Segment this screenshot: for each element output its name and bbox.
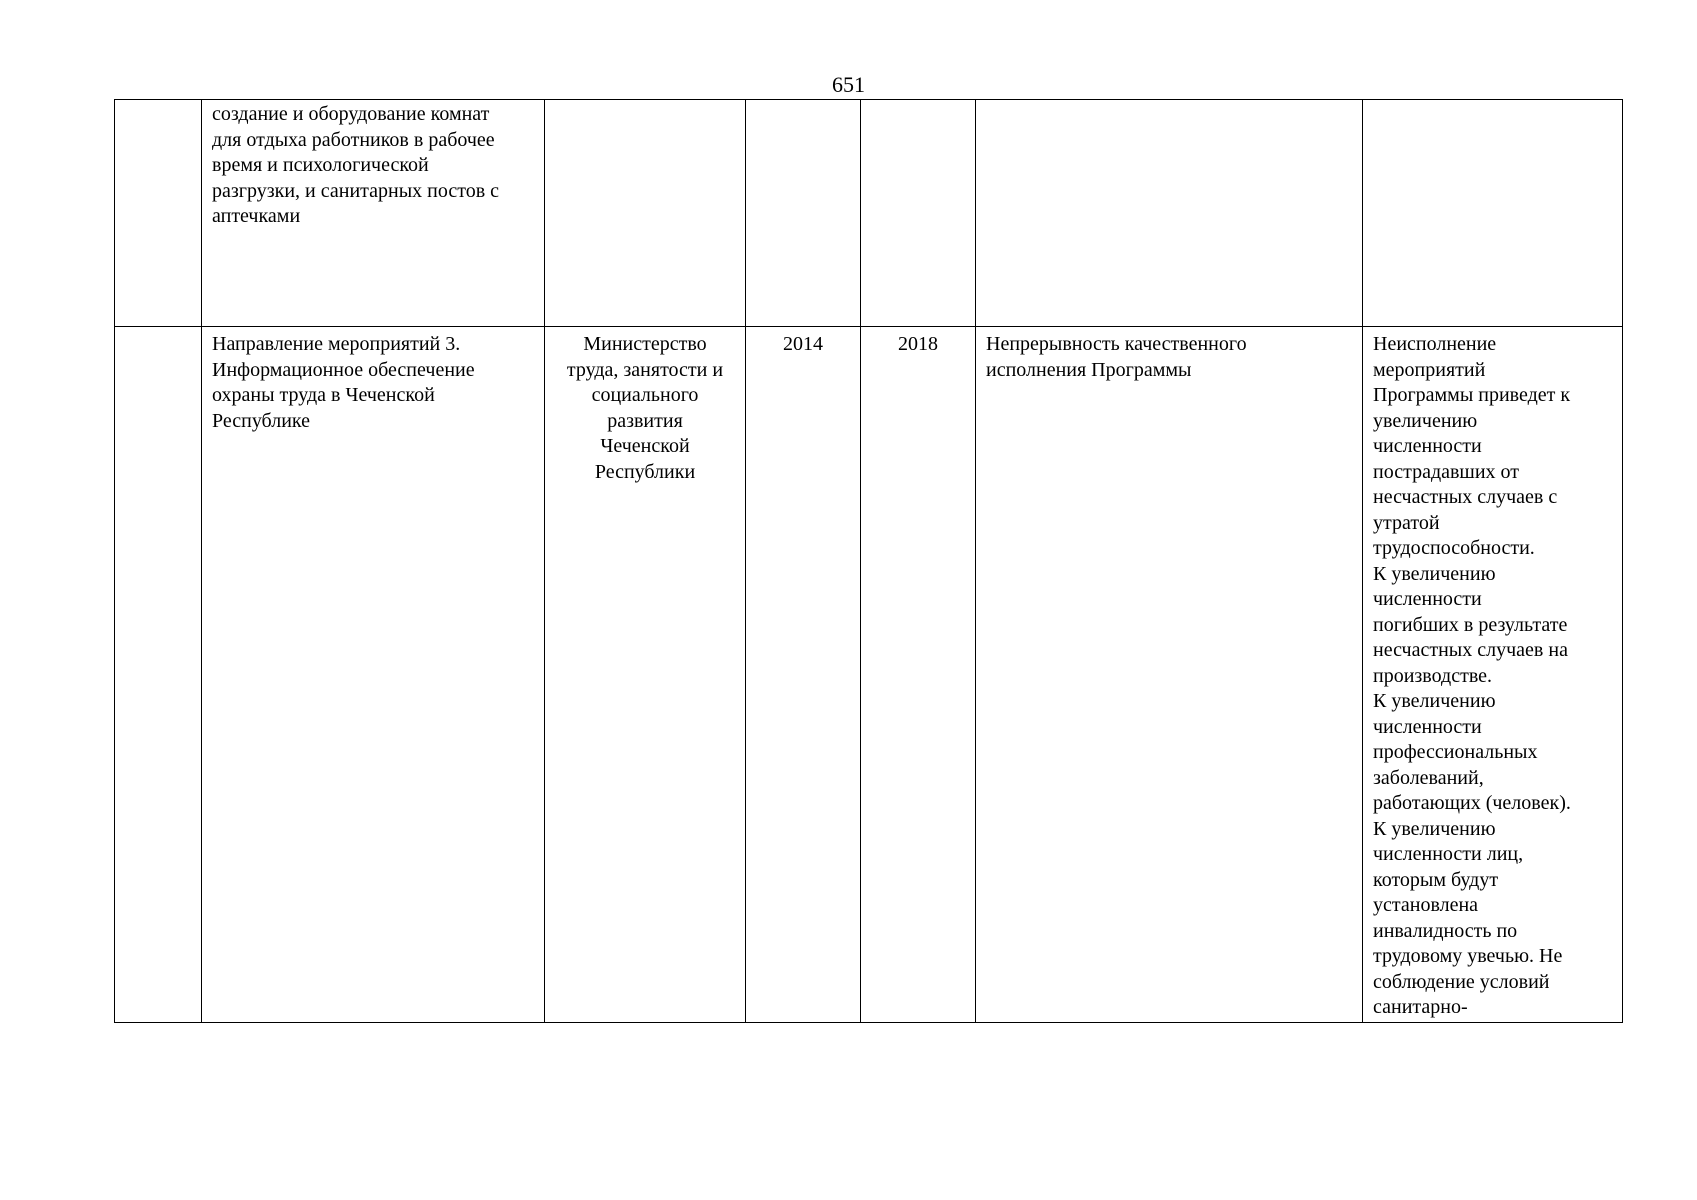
- table-cell-consequences: [1363, 100, 1623, 327]
- table-cell-end-year: [861, 100, 976, 327]
- table-cell-number: [115, 327, 202, 1023]
- measures-table: [114, 99, 1623, 1023]
- table-cell-measure: создание и оборудование комнат для отдыха работников в рабочее время и психологической разгрузки, и санитарных постов с аптечками: [202, 100, 545, 327]
- table-cell-executor: Министерство труда, занятости и социального развития Чеченской Республики: [545, 327, 746, 1023]
- table-cell-end-year: 2018: [861, 327, 976, 1023]
- table-cell-expected-result: [976, 100, 1363, 327]
- table-cell-executor: [545, 100, 746, 327]
- table-cell-expected-result: Непрерывность качественного исполнения Программы: [976, 327, 1363, 1023]
- table-row: [115, 100, 1623, 327]
- table-cell-start-year: 2014: [746, 327, 861, 1023]
- table-cell-start-year: [746, 100, 861, 327]
- table-cell-consequences: Неисполнение мероприятий Программы приведет к увеличению численности пострадавших от несчастных случаев с утратой трудоспособности. К увеличению численности погибших в результате несчастных случаев на производстве. К увеличению численности профессиональных заболеваний, работающих (человек). К увеличению численности лиц, которым будут установлена инвалидность по трудовому увечью. Не соблюдение условий санитарно-: [1363, 327, 1623, 1023]
- page-number: 651: [832, 72, 865, 97]
- table-cell-number: [115, 100, 202, 327]
- table-cell-measure: Направление мероприятий 3. Информационное обеспечение охраны труда в Чеченской Республике: [202, 327, 545, 1023]
- table-row: [115, 327, 1623, 1023]
